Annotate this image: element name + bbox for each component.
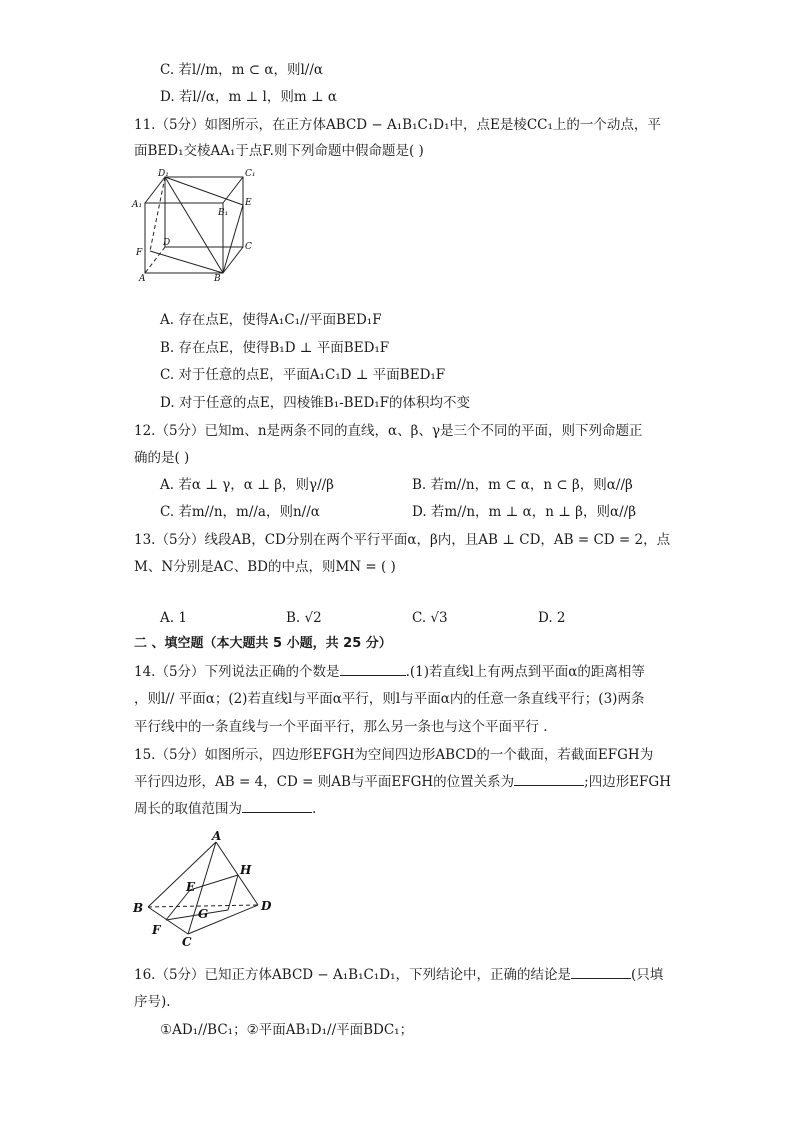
question-15-line1: 15.（5分）如图所示，四边形EFGH为空间四边形ABCD的一个截面，若截面EFGH为 [134, 747, 654, 763]
question-14-line3: 平行线中的一条直线与一个平面平行，那么另一条也与这个平面平行 . [134, 719, 548, 735]
label-F: F [136, 248, 143, 258]
tetrahedron-figure-q15 [128, 830, 278, 948]
q15-answer-blank-2 [242, 800, 312, 813]
option-d-q11: D. 对于任意的点E，四棱锥B₁-BED₁F的体积均不变 [160, 395, 471, 411]
question-16-line2: 序号). [134, 994, 171, 1010]
option-d-q10: D. 若l//α，m ⊥ l，则m ⊥ α [160, 89, 338, 105]
label-C1: C₁ [245, 169, 256, 179]
q14-text-pre: 14.（5分）下列说法正确的个数是 [134, 664, 340, 680]
label-A: A [212, 830, 222, 843]
option-a-q12: A. 若α ⊥ γ，α ⊥ β，则γ//β [160, 477, 334, 493]
option-b-q12: B. 若m//n，m ⊂ α，n ⊂ β，则α//β [412, 477, 633, 493]
option-c-q10: C. 若l//m，m ⊂ α，则l//α [160, 62, 323, 78]
label-H: H [240, 863, 252, 877]
question-16-line1 [134, 966, 663, 984]
q15-text-end: . [312, 801, 317, 817]
option-a-q11: A. 存在点E，使得A₁C₁//平面BED₁F [160, 312, 382, 328]
label-E: E [186, 880, 196, 894]
q16-answer-blank [571, 966, 631, 979]
q14-answer-blank [340, 663, 406, 676]
label-G: G [198, 907, 209, 921]
q15-text-post: ;四边形EFGH [584, 774, 671, 790]
q15-text-pre2: 周长的取值范围为 [134, 801, 242, 817]
label-D: D [261, 899, 272, 913]
label-D: D [163, 238, 171, 248]
q16-text-post: (只填 [631, 967, 664, 983]
question-15-line2 [134, 773, 671, 791]
label-E: E [245, 198, 252, 208]
cube-figure-q11 [130, 165, 260, 285]
question-14-line1 [134, 663, 645, 681]
label-B1: B₁ [218, 208, 229, 218]
option-c-q13: C. √3 [412, 610, 448, 626]
question-11-line1: 11.（5分）如图所示，在正方体ABCD − A₁B₁C₁D₁中，点E是棱CC₁上的一个动点，平 [134, 117, 661, 133]
question-15-line3 [134, 800, 316, 818]
option-d-q13: D. 2 [538, 610, 566, 626]
q16-text-pre: 16.（5分）已知正方体ABCD − A₁B₁C₁D₁，下列结论中，正确的结论是 [134, 967, 571, 983]
option-d-q12: D. 若m//n，m ⊥ α，n ⊥ β，则α//β [412, 504, 637, 520]
option-a-q13: A. 1 [160, 610, 187, 626]
question-16-line3: ①AD₁//BC₁；②平面AB₁D₁//平面BDC₁； [160, 1022, 414, 1038]
section-2-heading: 二 、填空题（本大题共 5 小题，共 25 分） [134, 636, 392, 651]
option-b-q11: B. 存在点E，使得B₁D ⊥ 平面BED₁F [160, 340, 390, 356]
q14-text-post: .(1)若直线l上有两点到平面α的距离相等 [405, 664, 645, 680]
option-c-q11: C. 对于任意的点E，平面A₁C₁D ⊥ 平面BED₁F [160, 367, 446, 383]
question-13-line2: M、N分别是AC、BD的中点，则MN = ( ) [134, 559, 396, 575]
question-14-line2: ，则l// 平面α；(2)若直线l与平面α平行，则l与平面α内的任意一条直线平行；(3)两条 [134, 691, 645, 707]
question-12-line2: 确的是( ) [134, 450, 190, 466]
question-12-line1: 12.（5分）已知m、n是两条不同的直线，α、β、γ是三个不同的平面，则下列命题正 [134, 423, 643, 439]
label-C: C [245, 242, 252, 252]
question-11-line2: 面BED₁交棱AA₁于点F.则下列命题中假命题是( ) [134, 143, 424, 159]
question-13-line1: 13.（5分）线段AB，CD分别在两个平行平面α，β内，且AB ⊥ CD，AB = CD = 2，点 [134, 532, 671, 548]
q15-answer-blank-1 [514, 773, 584, 786]
label-B: B [133, 901, 144, 915]
label-C: C [182, 935, 192, 948]
label-A: A [139, 274, 146, 284]
label-A1: A₁ [132, 200, 143, 210]
option-c-q12: C. 若m//n，m//a，则n//α [160, 504, 320, 520]
label-B: B [214, 274, 221, 284]
option-b-q13: B. √2 [286, 610, 322, 626]
label-D1: D₁ [158, 169, 169, 179]
q15-text-pre: 平行四边形，AB = 4，CD = 则AB与平面EFGH的位置关系为 [134, 774, 515, 790]
label-F: F [152, 923, 161, 937]
